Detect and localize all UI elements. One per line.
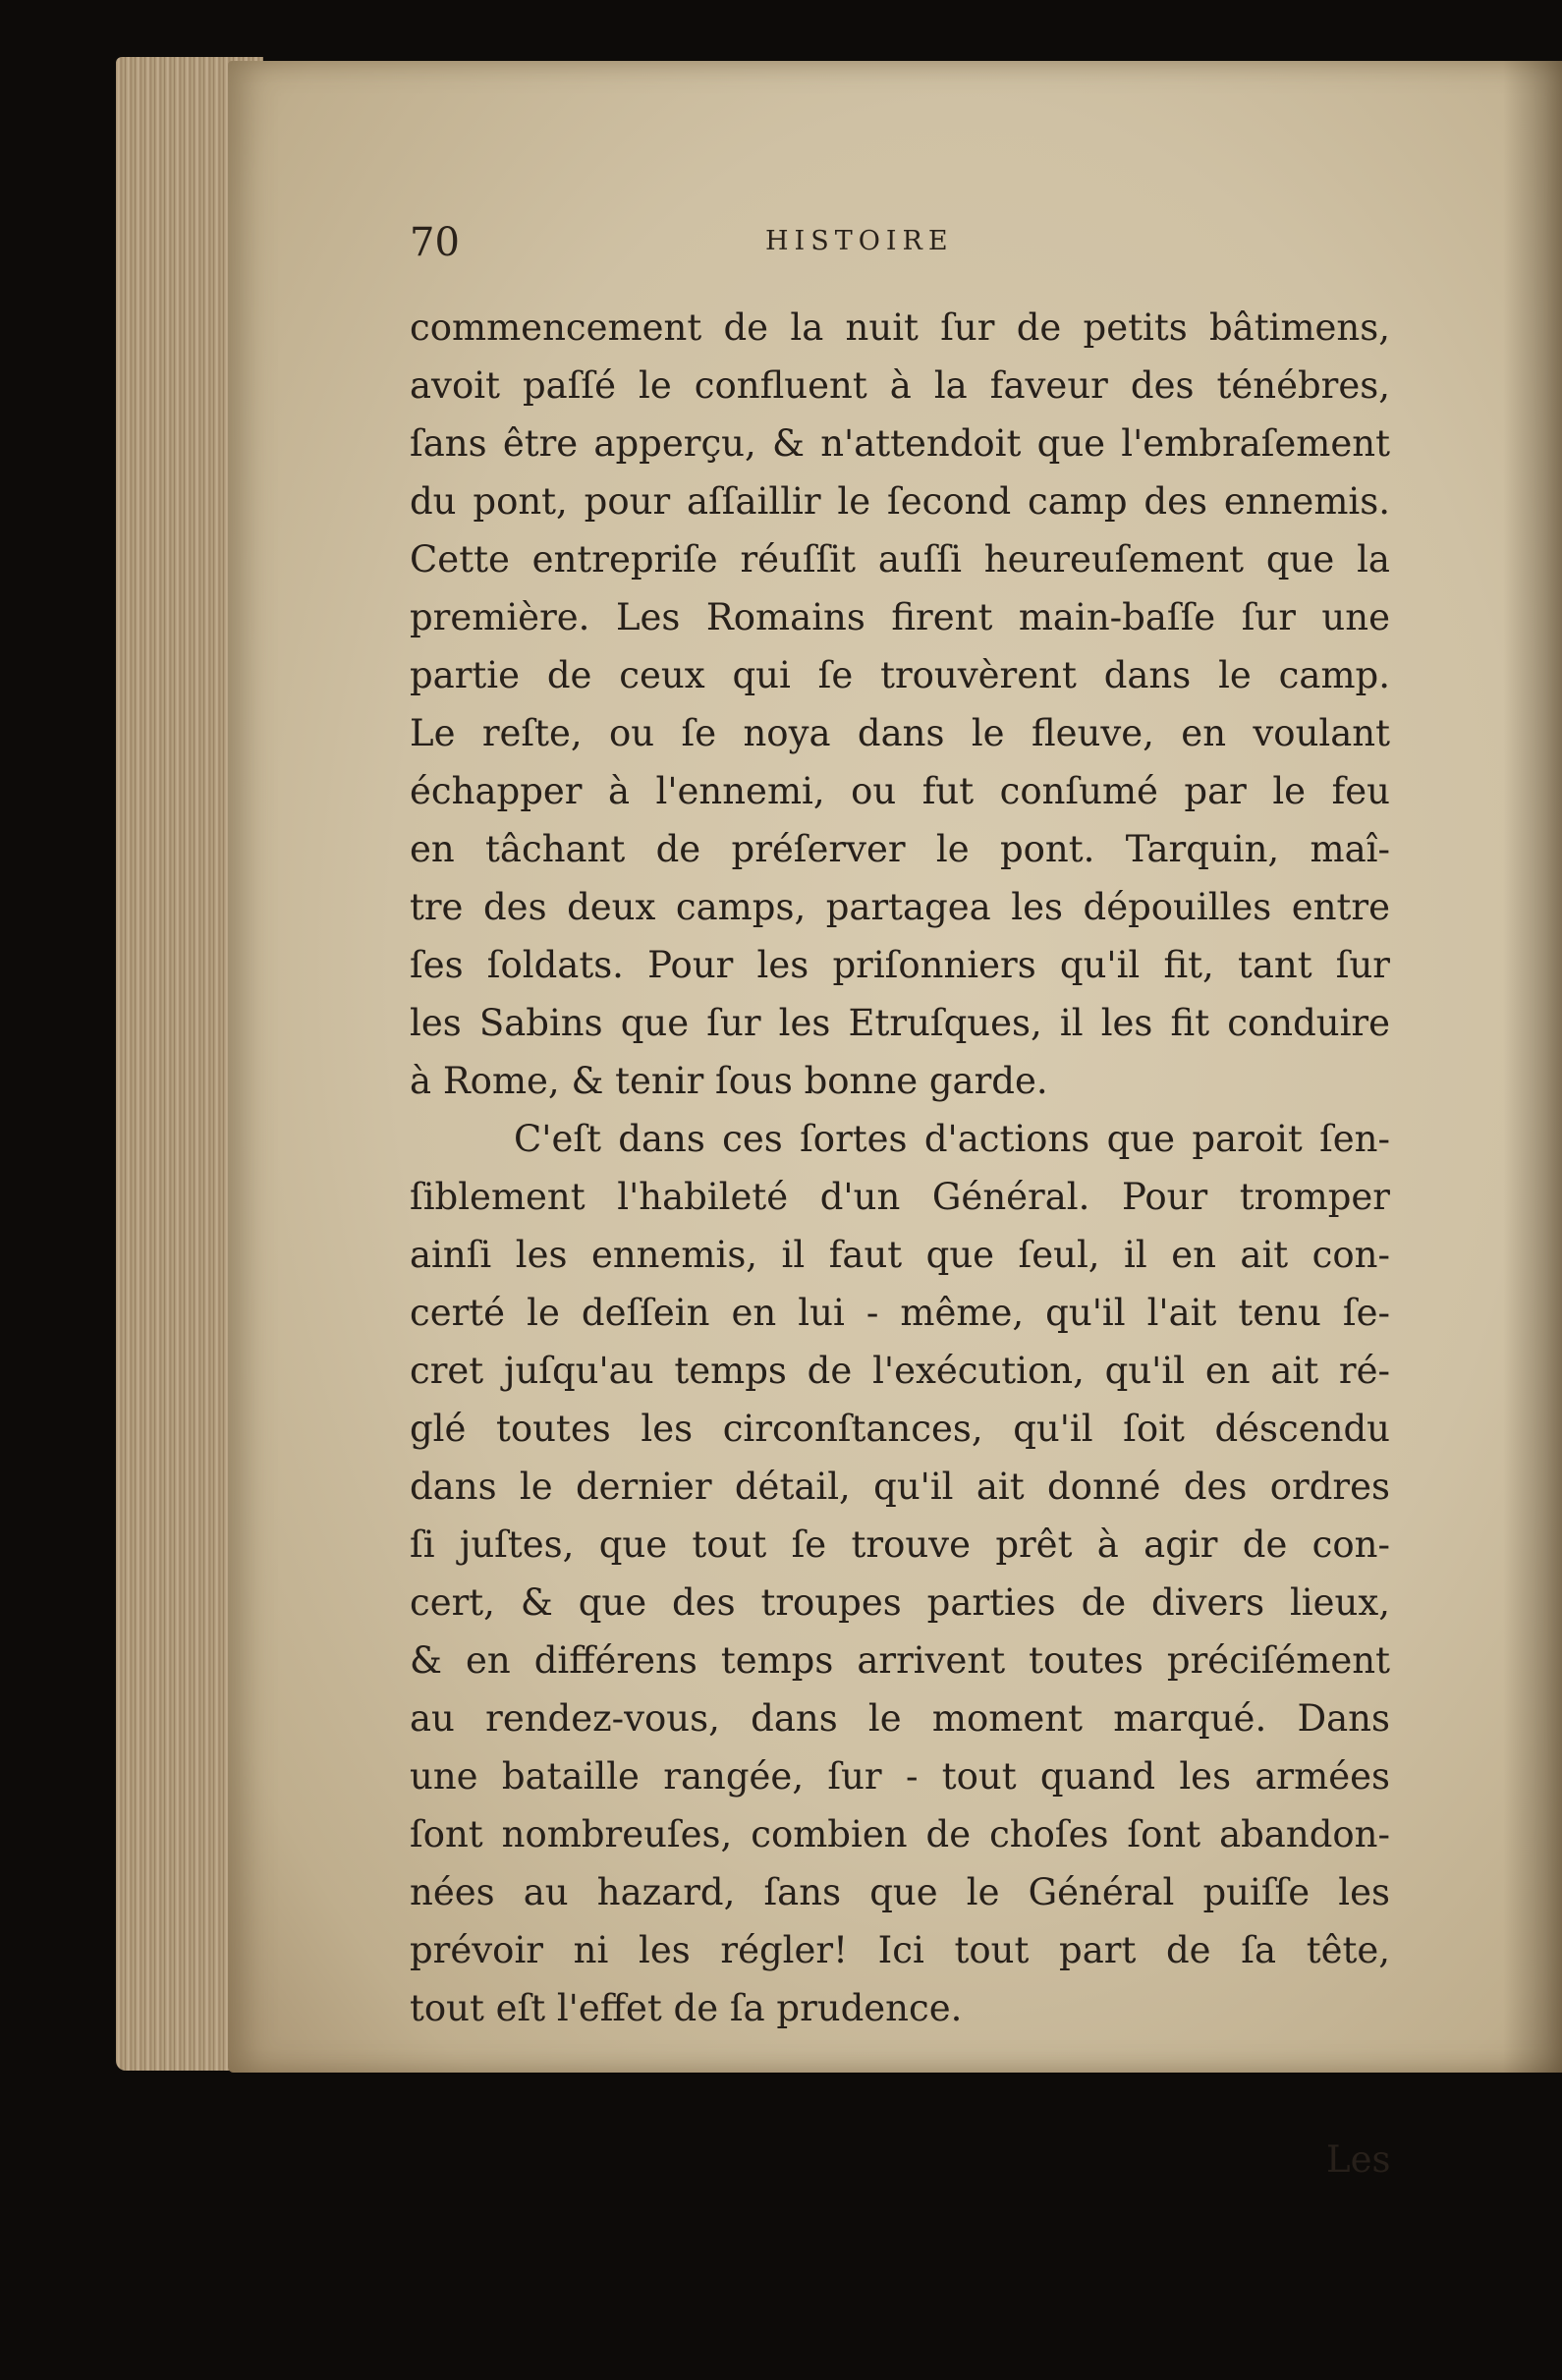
text-line: du pont, pour aſſaillir le ſecond camp des ennemis. bbox=[410, 480, 1390, 523]
paragraph-2 bbox=[410, 1110, 1390, 2037]
text-line: ainſi les ennemis, il faut que ſeul, il en ait con- bbox=[410, 1234, 1390, 1276]
text-line: commencement de la nuit ſur de petits bâtimens, bbox=[410, 306, 1390, 349]
paragraph-1 bbox=[410, 299, 1390, 1110]
text-line: prévoir ni les régler! Ici tout part de ſa tête, bbox=[410, 1929, 1390, 1971]
text-line: C'eſt dans ces ſortes d'actions que paroit ſen- bbox=[514, 1118, 1390, 1160]
gutter-shadow bbox=[1503, 61, 1562, 2073]
text-line: avoit paſſé le confluent à la faveur des ténébres, bbox=[410, 364, 1390, 407]
text-line: première. Les Romains firent main-baſſe ſur une bbox=[410, 596, 1390, 638]
text-line: nées au hazard, ſans que le Général puiſſe les bbox=[410, 1871, 1390, 1913]
text-line: glé toutes les circonſtances, qu'il ſoit déscendu bbox=[410, 1408, 1390, 1450]
text-line: Le reſte, ou ſe noya dans le fleuve, en voulant bbox=[410, 712, 1390, 754]
text-line: tre des deux camps, partagea les dépouilles entre bbox=[410, 886, 1390, 928]
running-head: HISTOIRE bbox=[765, 226, 954, 256]
text-line: ſont nombreuſes, combien de choſes ſont abandon- bbox=[410, 1813, 1390, 1855]
text-line: une bataille rangée, ſur - tout quand les armées bbox=[410, 1755, 1390, 1798]
text-line: ſes ſoldats. Pour les priſonniers qu'il fit, tant ſur bbox=[410, 944, 1390, 986]
text-line: cret juſqu'au temps de l'exécution, qu'il en ait ré- bbox=[410, 1350, 1390, 1392]
text-line: & en différens temps arrivent toutes préciſément bbox=[410, 1639, 1390, 1682]
text-line: cert, & que des troupes parties de divers lieux, bbox=[410, 1581, 1390, 1624]
text-line: ſiblement l'habileté d'un Général. Pour tromper bbox=[410, 1176, 1390, 1218]
text-line: dans le dernier détail, qu'il ait donné des ordres bbox=[410, 1466, 1390, 1508]
text-line: en tâchant de préſerver le pont. Tarquin, maî- bbox=[410, 828, 1390, 870]
text-line: ſi juſtes, que tout ſe trouve prêt à agir de con- bbox=[410, 1523, 1390, 1566]
page-sheet bbox=[228, 61, 1562, 2181]
page-number: 70 bbox=[410, 220, 460, 265]
text-line: à Rome, & tenir ſous bonne garde. bbox=[410, 1060, 1048, 1102]
body-text bbox=[410, 299, 1390, 2037]
page-header bbox=[410, 220, 1392, 279]
text-line: partie de ceux qui ſe trouvèrent dans le camp. bbox=[410, 654, 1390, 696]
text-line: au rendez-vous, dans le moment marqué. Dans bbox=[410, 1697, 1390, 1740]
text-line: certé le deſſein en lui - même, qu'il l'ait tenu ſe- bbox=[410, 1292, 1390, 1334]
catchword: Les bbox=[1326, 2138, 1391, 2181]
text-line: les Sabins que ſur les Etruſques, il les fit conduire bbox=[410, 1002, 1390, 1044]
text-line: ſans être apperçu, & n'attendoit que l'embraſement bbox=[410, 422, 1390, 465]
text-line: échapper à l'ennemi, ou fut conſumé par le feu bbox=[410, 770, 1390, 812]
text-line: Cette entrepriſe réuſſit auſſi heureuſement que la bbox=[410, 538, 1390, 581]
text-line: tout eſt l'effet de ſa prudence. bbox=[410, 1987, 963, 2029]
